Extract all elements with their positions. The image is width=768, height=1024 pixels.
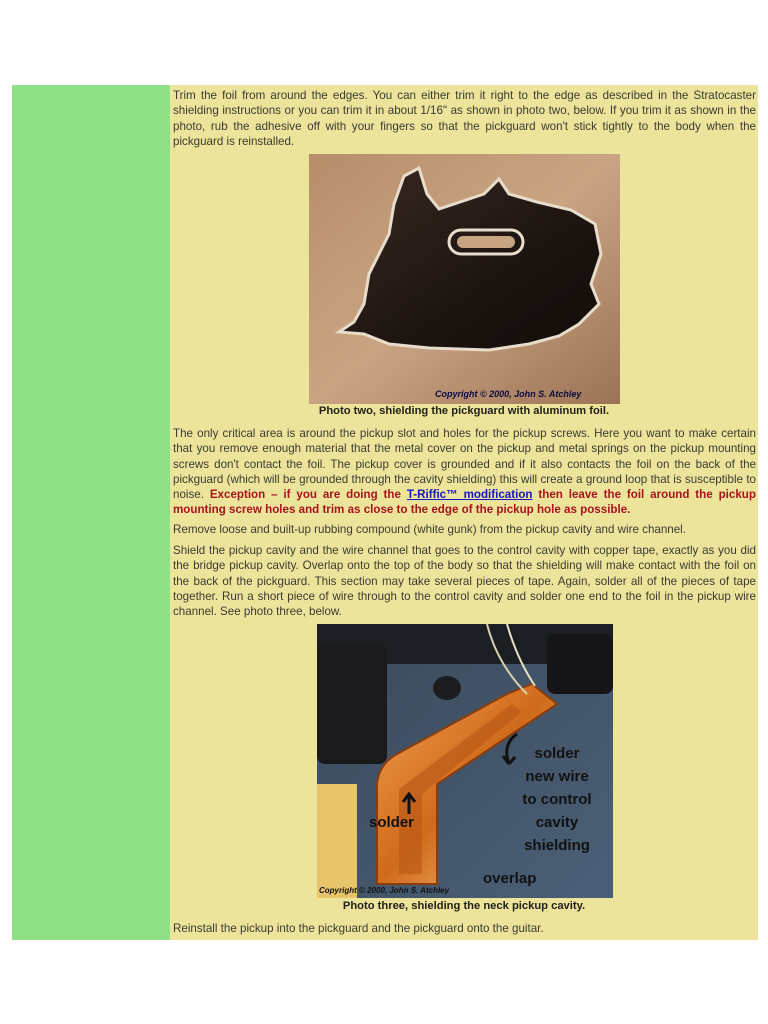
paragraph-critical-area — [173, 426, 756, 518]
exception-warning-end: then leave the foil around the pickup mounting screw holes and trim as close to the edge of the pickup hole as possible. — [173, 488, 756, 517]
exception-warning-start: Exception – if you are doing the — [209, 488, 401, 502]
photo-three-caption: Photo three, shielding the neck pickup cavity. — [342, 900, 586, 912]
photo-three-copyright: Copyright © 2000, John S. Atchley — [319, 886, 450, 895]
paragraph-trim-foil: Trim the foil from around the edges. You can either trim it right to the edge as described in the Stratocaster shielding instructions or you can trim it in about 1/16" as shown in photo two, below. If you trim it as shown in the photo, rub the adhesive off with your fingers so that the pickguard won't stick tightly to the body when the pickguard is reinstalled. — [173, 89, 756, 148]
label-solder-new-wire: solder new wire to control cavity shielding — [522, 745, 592, 854]
paragraph-remove-gunk: Remove loose and built-up rubbing compound (white gunk) from the pickup cavity and wire channel. — [173, 523, 686, 536]
photo-neck-cavity — [317, 624, 613, 898]
paragraph-reinstall: Reinstall the pickup into the pickguard and the pickguard onto the guitar. — [173, 922, 544, 935]
t-riffic-modification-link[interactable]: T-Riffic™ modification — [406, 488, 533, 502]
label-overlap: overlap — [483, 870, 537, 887]
critical-area-text: The only critical area is around the pickup slot and holes for the pickup screws. Here you want to make certain that you remove enough material that the metal cover on the pickup and metal springs on the pickup mounting screws don't contact the foil. The pickup cover is grounded and if it also contacts the foil on the back of the pickguard (which will be grounded through the cavity shielding) this will create a ground loop that is susceptible to noise. — [173, 427, 756, 502]
photo-pickguard-foil — [309, 154, 620, 404]
label-solder-left: solder — [369, 814, 415, 831]
photo-two-copyright: Copyright © 2000, John S. Atchley — [435, 389, 582, 399]
left-sidebar — [12, 85, 170, 940]
photo-two-caption: Photo two, shielding the pickguard with aluminum foil. — [318, 405, 610, 417]
paragraph-shield-cavity: Shield the pickup cavity and the wire channel that goes to the control cavity with copper tape, exactly as you did the bridge pickup cavity. Overlap onto the top of the body so that the shielding will make contact with the foil on the back of the pickguard. This section may take several pieces of tape. Again, solder all of the pieces of tape together. Run a short piece of wire through to the control cavity and solder one end to the foil in the pickup wire channel. See photo three, below. — [173, 544, 756, 619]
main-content — [170, 85, 758, 940]
